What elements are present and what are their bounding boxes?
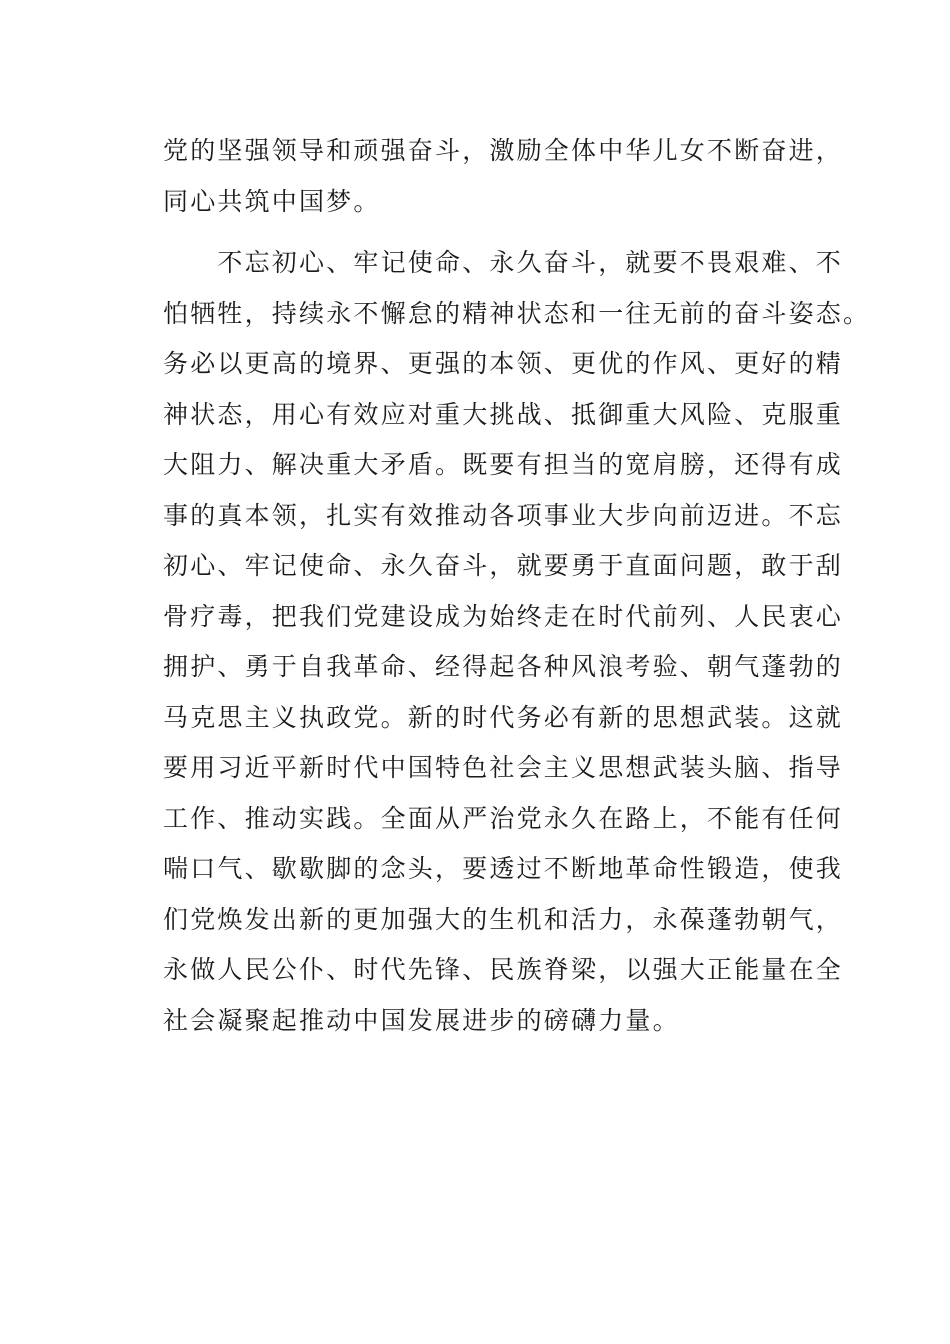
text-line: 喘口气、歇歇脚的念头，要透过不断地革命性锻造，使我 <box>163 854 844 883</box>
paragraph-main <box>163 238 871 1046</box>
text-line: 马克思主义执政党。新的时代务必有新的思想武装。这就 <box>163 702 844 732</box>
text-line: 大阻力、解决重大矛盾。既要有担当的宽肩膀，还得有成 <box>163 450 844 479</box>
text-line: 工作、推动实践。全面从严治党永久在路上，不能有任何 <box>163 803 844 833</box>
text-line: 党的坚强领导和顽强奋斗，激励全体中华儿女不断奋进， <box>163 136 844 165</box>
text-line: 神状态，用心有效应对重大挑战、抵御重大风险、克服重 <box>163 399 844 429</box>
text-line: 怕牺牲，持续永不懈怠的精神状态和一往无前的奋斗姿态。 <box>163 298 871 328</box>
text-line: 初心、牢记使命、永久奋斗，就要勇于直面问题，敢于刮 <box>163 551 844 580</box>
text-line: 拥护、勇于自我革命、经得起各种风浪考验、朝气蓬勃的 <box>163 652 844 681</box>
text-line: 们党焕发出新的更加强大的生机和活力，永葆蓬勃朝气， <box>163 904 844 934</box>
text-line: 事的真本领，扎实有效推动各项事业大步向前迈进。不忘 <box>163 500 844 530</box>
text-line: 务必以更高的境界、更强的本领、更优的作风、更好的精 <box>163 349 844 378</box>
paragraph-continued <box>163 126 843 227</box>
text-line: 骨疗毒，把我们党建设成为始终走在时代前列、人民衷心 <box>163 601 844 631</box>
text-line: 要用习近平新时代中国特色社会主义思想武装头脑、指导 <box>163 753 844 782</box>
text-line: 永做人民公仆、时代先锋、民族脊梁，以强大正能量在全 <box>163 955 844 984</box>
text-line: 同心共筑中国梦。 <box>163 186 381 216</box>
text-line: 社会凝聚起推动中国发展进步的磅礴力量。 <box>163 1005 680 1035</box>
text-line: 不忘初心、牢记使命、永久奋斗，就要不畏艰难、不 <box>163 248 844 277</box>
